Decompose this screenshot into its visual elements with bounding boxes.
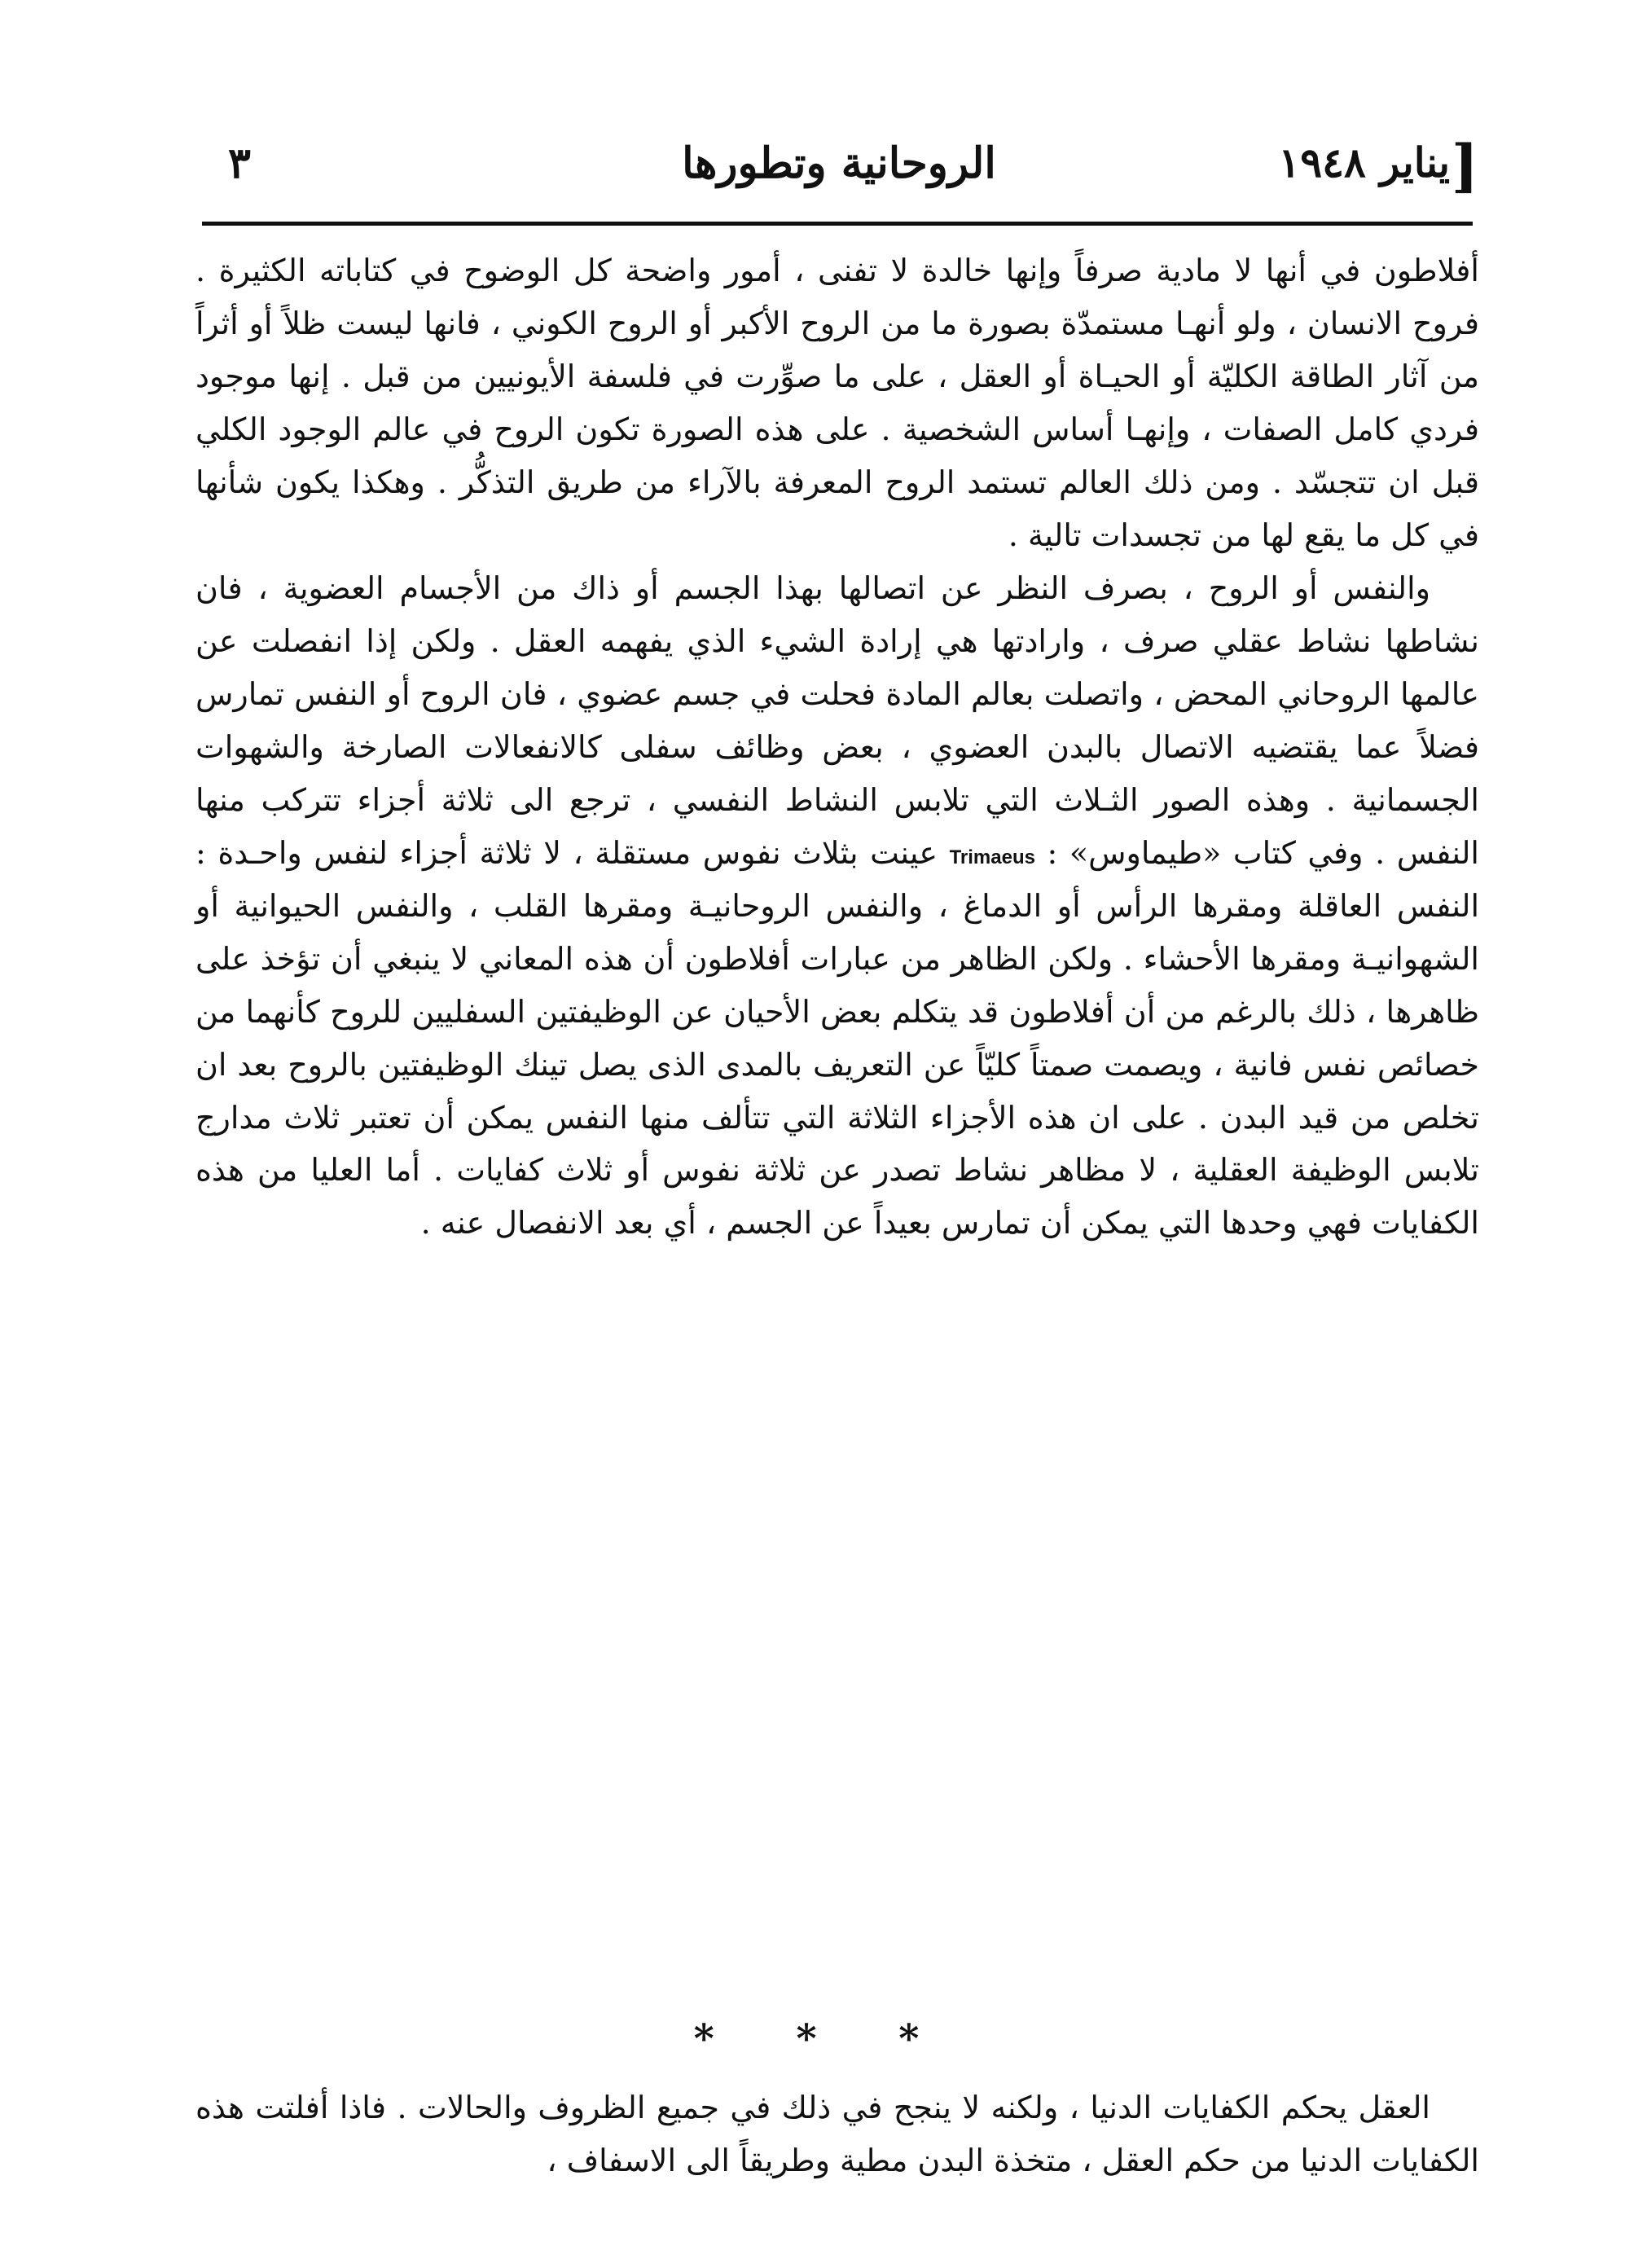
header-rule <box>202 222 1473 226</box>
paragraph-2-part-1: والنفس أو الروح ، بصرف النظر عن اتصالها بهذا الجسم أو ذاك من الأجسام العضوية ، فان نشاطها نشاط عقلي صرف ، وارادتها هي إرادة الشيء الذي يفهمه العقل . ولكن إذا انفصلت عن عالمها الروحاني المحض ، واتصلت بعالم المادة فحلت في جسم عضوي ، فان الروح أو النفس تمارس فضلاً عما يقتضيه الاتصال بالبدن العضوي ، بعض وظائف سفلى كالانفعالات الصارخة والشهوات الجسمانية . وهذه الصور الثـلاث التي تلابس النشاط النفسي ، ترجع الى ثلاثة أجزاء تتركب منها النفس . وفي كتاب «طيماوس» : <box>195 569 1479 871</box>
body-text <box>195 244 1479 1250</box>
paragraph-3: العقل يحكم الكفايات الدنيا ، ولكنه لا ينجح في ذلك في جميع الظروف والحالات . فاذا أفلتت هذه الكفايات الدنيا من حكم العقل ، متخذة البدن مطية وطريقاً الى الاسفاف ، <box>195 2090 1479 2178</box>
header-bracket: [ <box>1451 132 1478 200</box>
section-separator: * * * <box>693 2016 954 2062</box>
header-date: يناير ١٩٤٨ <box>1278 138 1450 187</box>
page-number: ٣ <box>228 138 251 188</box>
paragraph-2-part-2: عينت بثلاث نفوس مستقلة ، لا ثلاثة أجزاء لنفس واحـدة : النفس العاقلة ومقرها الرأس أو الدماغ ، والنفس الروحانيـة ومقرها القلب ، والنفس الحيوانية أو الشهوانيـة ومقرها الأحشاء . ولكن الظاهر من عبارات أفلاطون أن هذه المعاني لا ينبغي أن تؤخذ على ظاهرها ، ذلك بالرغم من أن أفلاطون قد يتكلم بعض الأحيان عن الوظيفتين السفليين للروح كأنهما من خصائص نفس فانية ، ويصمت صمتاً كليّاً عن التعريف بالمدى الذى يصل تينك الوظيفتين بالروح بعد ان تخلص من قيد البدن . على ان هذه الأجزاء الثلاثة التي تتألف منها النفس يمكن أن تعتبر ثلاث مدارج تلابس الوظيفة العقلية ، لا مظاهر نشاط تصدر عن ثلاثة نفوس أو ثلاث كفايات . أما العليا من هذه الكفايات فهي وحدها التي يمكن أن تمارس بعيداً عن الجسم ، أي بعد الانفصال عنه . <box>195 834 1479 1242</box>
running-header <box>204 132 1478 212</box>
paragraph-1: أفلاطون في أنها لا مادية صرفاً وإنها خالدة لا تفنى ، أمور واضحة كل الوضوح في كتاباته الكثيرة . فروح الانسان ، ولو أنهـا مستمدّة بصورة ما من الروح الأكبر أو الروح الكوني ، فانها ليست ظلاً أو أثراً من آثار الطاقة الكليّة أو الحيـاة أو العقل ، على ما صوِّرت في فلسفة الأيونيين من قبل . إنها موجود فردي كامل الصفات ، وإنهـا أساس الشخصية . على هذه الصورة تكون الروح في عالم الوجود الكلي قبل ان تتجسّد . ومن ذلك العالم تستمد الروح المعرفة بالآراء من طريق التذكُّر . وهكذا يكون شأنها في كل ما يقع لها من تجسدات تالية . <box>195 253 1479 553</box>
header-title: الروحانية وتطورها <box>682 138 996 188</box>
latin-term: Trimaeus <box>949 846 1035 868</box>
paragraph-2 <box>195 562 1479 1250</box>
final-section <box>195 2081 1479 2187</box>
